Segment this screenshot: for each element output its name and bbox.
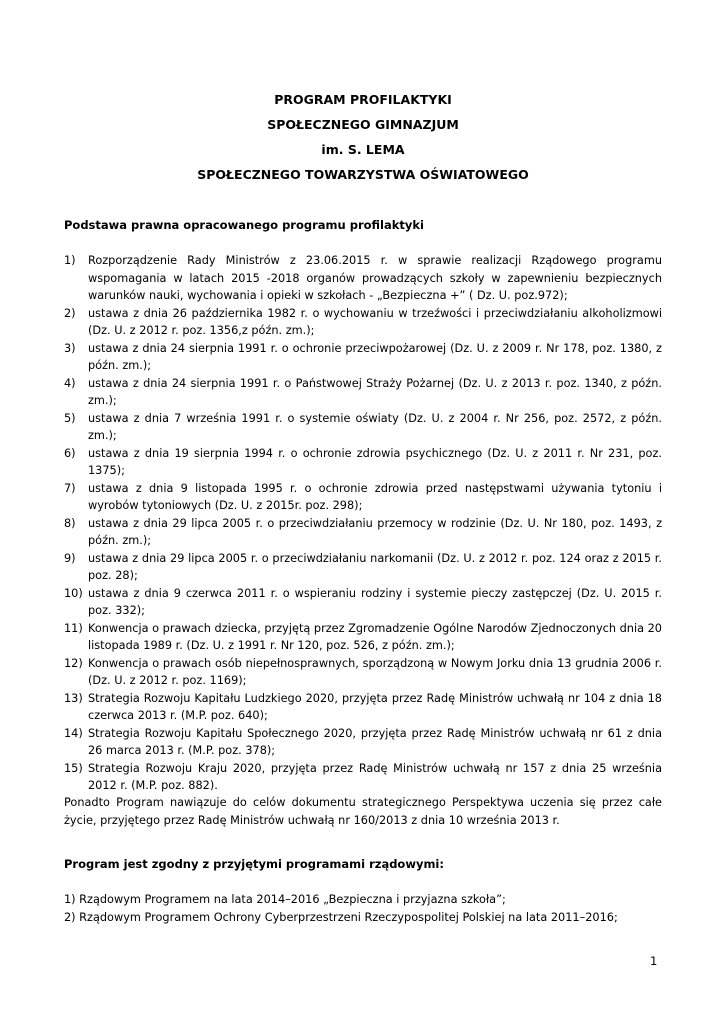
list-item-number: 1): [64, 254, 76, 267]
list-item: [64, 760, 662, 795]
legal-basis-heading: Podstawa prawna opracowanego programu profilaktyki: [64, 218, 424, 232]
list-item: [64, 375, 662, 410]
list-item-text: Strategia Rozwoju Kapitału Społecznego 2020, przyjęta przez Radę Ministrów uchwałą nr 61 z dnia 26 marca 2013 r. (M.P. poz. 378);: [88, 726, 662, 757]
list-item-text: ustawa z dnia 24 sierpnia 1991 r. o Państwowej Straży Pożarnej (Dz. U. z 2013 r. poz. 1340, z późn. zm.);: [88, 376, 662, 407]
page-number: 1: [650, 954, 658, 968]
list-item-number: 15): [64, 761, 83, 775]
list-item: [64, 445, 662, 480]
list-item-text: ustawa z dnia 7 września 1991 r. o systemie oświaty (Dz. U. z 2004 r. Nr 256, poz. 2572, z późn. zm.);: [88, 411, 662, 442]
list-item-number: 2): [64, 306, 76, 320]
list-item-text: Konwencja o prawach osób niepełnosprawnych, sporządzoną w Nowym Jorku dnia 13 grudnia 2006 r. (Dz. U. z 2012 r. poz. 1169);: [88, 656, 662, 687]
title-line-patron: im. S. LEMA: [321, 142, 405, 157]
list-item-number: 3): [64, 341, 76, 355]
list-item-number: 13): [64, 691, 83, 705]
list-item: [64, 620, 662, 655]
list-item-number: 14): [64, 726, 83, 740]
list-item: [64, 655, 662, 690]
list-item-number: 4): [64, 376, 76, 390]
list-item: [64, 340, 662, 375]
list-item: [64, 515, 662, 550]
list-item-text: Rozporządzenie Rady Ministrów z 23.06.2015 r. w sprawie realizacji Rządowego programu wspomagania w latach 2015 -2018 organów prowadzących szkoły w zapewnieniu bezpiecznych warunków nauki, wychowania i opieki w szkołach - „Bezpieczna +” ( Dz. U. poz.972);: [88, 254, 662, 302]
list-item-text: Konwencja o prawach dziecka, przyjętą przez Zgromadzenie Ogólne Narodów Zjednoczonych dnia 20 listopada 1989 r. (Dz. U. z 1991 r. Nr 120, poz. 526, z późn. zm.);: [88, 621, 662, 652]
list-item-text: ustawa z dnia 19 sierpnia 1994 r. o ochronie zdrowia psychicznego (Dz. U. z 2011 r. Nr 231, poz. 1375);: [88, 446, 662, 477]
list-item: 1) Rządowym Programem na lata 2014–2016 „Bezpieczna i przyjazna szkoła”;: [64, 893, 506, 906]
list-item-text: ustawa z dnia 29 lipca 2005 r. o przeciwdziałaniu przemocy w rodzinie (Dz. U. Nr 180, poz. 1493, z późn. zm.);: [88, 516, 662, 547]
list-item: [64, 725, 662, 760]
list-item: [64, 585, 662, 620]
list-item-text: ustawa z dnia 26 października 1982 r. o wychowaniu w trzeźwości i przeciwdziałaniu alkoholizmowi (Dz. U. z 2012 r. poz. 1356,z późn. zm.);: [88, 306, 662, 337]
document-title: [64, 87, 662, 187]
title-line-school: SPOŁECZNEGO GIMNAZJUM: [267, 117, 459, 132]
list-item: [64, 252, 662, 305]
list-item-number: 7): [64, 481, 76, 495]
list-item: [64, 305, 662, 340]
list-item-number: 5): [64, 411, 76, 425]
list-item-text: Strategia Rozwoju Kapitału Ludzkiego 2020, przyjęta przez Radę Ministrów uchwałą nr 104 z dnia 18 czerwca 2013 r. (M.P. poz. 640);: [88, 691, 662, 722]
perspective-paragraph: Ponadto Program nawiązuje do celów dokumentu strategicznego Perspektywa uczenia się przez całe życie, przyjętego przez Radę Ministrów uchwałą nr 160/2013 z dnia 10 września 2013 r.: [64, 796, 662, 827]
legal-basis-list: [64, 252, 662, 795]
list-item-text: Strategia Rozwoju Kraju 2020, przyjęta przez Radę Ministrów uchwałą nr 157 z dnia 25 września 2012 r. (M.P. poz. 882).: [88, 761, 662, 792]
list-item: [64, 410, 662, 445]
list-item-text: ustawa z dnia 24 sierpnia 1991 r. o ochronie przeciwpożarowej (Dz. U. z 2009 r. Nr 178, poz. 1380, z późn. zm.);: [88, 341, 662, 372]
government-programs-heading: Program jest zgodny z przyjętymi programami rządowymi:: [64, 857, 444, 871]
title-line-program: PROGRAM PROFILAKTYKI: [274, 92, 452, 107]
list-item: [64, 690, 662, 725]
list-item: 2) Rządowym Programem Ochrony Cyberprzestrzeni Rzeczypospolitej Polskiej na lata 2011–2016;: [64, 910, 618, 924]
list-item-text: ustawa z dnia 9 czerwca 2011 r. o wspieraniu rodziny i systemie pieczy zastępczej (Dz. U. 2015 r. poz. 332);: [88, 586, 662, 617]
list-item-number: 9): [64, 551, 76, 565]
list-item: [64, 550, 662, 585]
list-item-text: ustawa z dnia 29 lipca 2005 r. o przeciwdziałaniu narkomanii (Dz. U. z 2012 r. poz. 124 oraz z 2015 r. poz. 28);: [88, 551, 662, 582]
list-item-number: 8): [64, 516, 76, 530]
government-programs-list: [64, 891, 662, 926]
list-item-number: 10): [64, 586, 83, 600]
title-line-society: SPOŁECZNEGO TOWARZYSTWA OŚWIATOWEGO: [197, 167, 529, 182]
list-item-text: ustawa z dnia 9 listopada 1995 r. o ochronie zdrowia przed następstwami używania tytoniu i wyrobów tytoniowych (Dz. U. z 2015r. poz. 298);: [88, 481, 662, 512]
list-item-number: 6): [64, 446, 76, 460]
list-item: [64, 480, 662, 515]
list-item-number: 12): [64, 656, 83, 670]
list-item-number: 11): [64, 621, 83, 635]
